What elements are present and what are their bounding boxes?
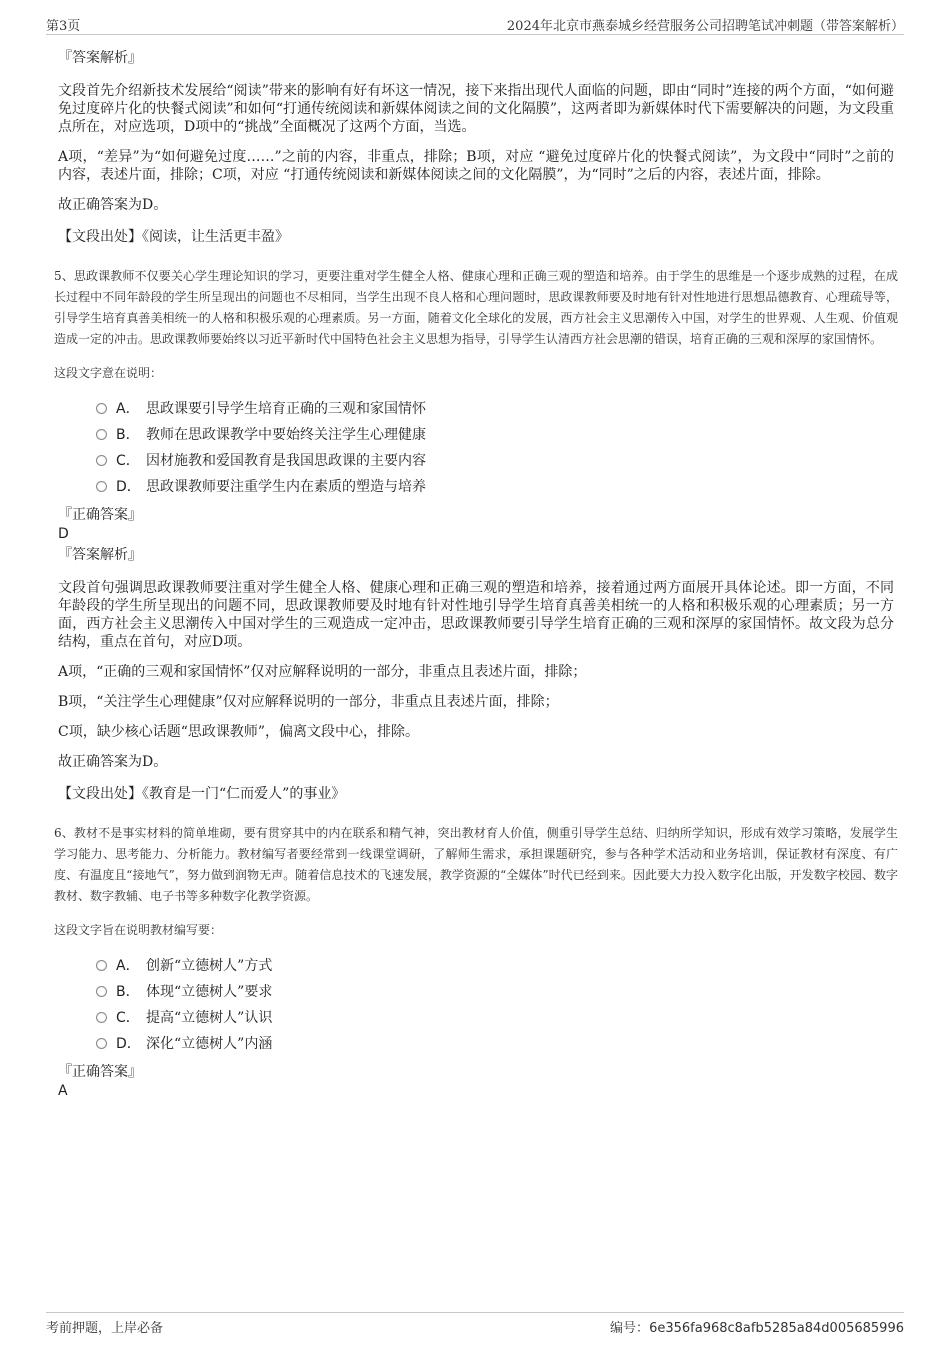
correct-answer-label: 『正确答案』 [58,507,142,523]
radio-icon[interactable] [96,403,107,414]
analysis-paragraph: A项，“差异”为“如何避免过度……”之前的内容，非重点，排除；B项，对应 “避免过度碎片化的快餐式阅读”，为文段中“同时”之前的内容，表述片面，排除；C项，对应 “打通传统阅读和新媒体阅读之间的文化隔膜”，为“同时”之后的内容，表述片面，排除。 [58,149,894,183]
question-6-text: 6、教材不是事实材料的简单堆砌，要有贯穿其中的内在联系和精气神，突出教材育人价值，侧重引导学生总结、归纳所学知识，形成有效学习策略，发展学生学习能力、思考能力、分析能力。教材编写者要经常到一线课堂调研，了解师生需求，承担课题研究，参与各种学术活动和业务培训，保证教材有深度、有广度、有温度且“接地气”，努力做到润物无声。随着信息技术的飞速发展，教学资源的“全媒体”时代已经到来。因此要大力投入数字化出版，开发数字校园、数字教材、数字教辅、电子书等多种数字化教学资源。 [54,826,898,903]
page-number: 第3页 [46,19,81,34]
option-b[interactable]: B． 教师在思政课教学中要始终关注学生心理健康 [96,421,894,447]
answer-conclusion: 故正确答案为D。 [58,197,168,213]
option-c[interactable]: C． 提高“立德树人”认识 [96,1004,894,1030]
document-title: 2024年北京市燕泰城乡经营服务公司招聘笔试冲刺题（带答案解析） [506,19,904,34]
source-citation: 【文段出处】《阅读，让生活更丰盈》 [58,229,289,245]
analysis-paragraph: B项，“关注学生心理健康”仅对应解释说明的一部分，非重点且表述片面，排除； [58,694,559,710]
radio-icon[interactable] [96,1012,107,1023]
correct-answer-label: 『正确答案』 [58,1064,142,1080]
correct-answer: A [58,1083,68,1099]
answer-conclusion: 故正确答案为D。 [58,754,168,770]
option-a[interactable]: A． 创新“立德树人”方式 [96,952,894,978]
radio-icon[interactable] [96,455,107,466]
question-5-options [96,395,894,499]
analysis-paragraph: A项，“正确的三观和家国情怀”仅对应解释说明的一部分，非重点且表述片面，排除； [58,664,587,680]
radio-icon[interactable] [96,986,107,997]
option-d[interactable]: D． 思政课教师要注重学生内在素质的塑造与培养 [96,473,894,499]
option-c[interactable]: C． 因材施教和爱国教育是我国思政课的主要内容 [96,447,894,473]
code-label: 编号： [610,1321,650,1336]
radio-icon[interactable] [96,429,107,440]
option-a[interactable]: A． 思政课要引导学生培育正确的三观和家国情怀 [96,395,894,421]
source-citation: 【文段出处】《教育是一门“仁而爱人”的事业》 [58,786,346,802]
analysis-label: 『答案解析』 [58,50,142,66]
option-b[interactable]: B． 体现“立德树人”要求 [96,978,894,1004]
document-body [54,46,898,1100]
radio-icon[interactable] [96,960,107,971]
question-5-text: 5、思政课教师不仅要关心学生理论知识的学习，更要注重对学生健全人格、健康心理和正确三观的塑造和培养。由于学生的思维是一个逐步成熟的过程，在成长过程中不同年龄段的学生所呈现出的问题也不尽相同，当学生出现不良人格和心理问题时，思政课教师要及时地有针对性地进行思想品德教育、心理疏导等，引导学生培育真善美相统一的人格和积极乐观的心理素质。另一方面，随着文化全球化的发展，西方社会主义思潮传入中国，对学生的世界观、人生观、价值观造成一定的冲击。思政课教师要始终以习近平新时代中国特色社会主义思想为指导，引导学生认清西方社会思潮的错误，培育正确的三观和深厚的家国情怀。 [54,269,898,346]
document-code [610,1317,904,1336]
footer-slogan: 考前押题，上岸必备 [46,1321,164,1336]
question-6-stem: 这段文字旨在说明教材编写要： [54,923,223,937]
question-6-options [96,952,894,1056]
analysis-paragraph: C项，缺少核心话题“思政课教师”，偏离文段中心，排除。 [58,724,420,740]
option-d[interactable]: D． 深化“立德树人”内涵 [96,1030,894,1056]
analysis-label: 『答案解析』 [58,547,142,563]
code-value: 6e356fa968c8afb5285a84d005685996 [649,1321,904,1336]
page-footer [46,1312,904,1337]
analysis-paragraph: 文段首先介绍新技术发展给“阅读”带来的影响有好有坏这一情况，接下来指出现代人面临的问题，即由“同时”连接的两个方面，“如何避免过度碎片化的快餐式阅读”和如何“打通传统阅读和新媒体阅读之间的文化隔膜”，这两者即为新媒体时代下需要解决的问题，为文段重点所在，对应选项，D项中的“挑战”全面概况了这两个方面，当选。 [58,83,894,135]
analysis-paragraph: 文段首句强调思政课教师要注重对学生健全人格、健康心理和正确三观的塑造和培养，接着通过两方面展开具体论述。即一方面，不同年龄段的学生所呈现出的问题不同，思政课教师要及时地有针对性地引导学生培育真善美相统一的人格和积极乐观的心理素质；另一方面，西方社会主义思潮传入中国对学生的三观造成一定冲击，思政课教师要引导学生培育正确的三观和深厚的家国情怀。故文段为总分结构，重点在首句，对应D项。 [58,580,894,650]
radio-icon[interactable] [96,481,107,492]
page-header [46,14,904,35]
question-5-stem: 这段文字意在说明： [54,366,163,380]
correct-answer: D [58,526,69,542]
radio-icon[interactable] [96,1038,107,1049]
